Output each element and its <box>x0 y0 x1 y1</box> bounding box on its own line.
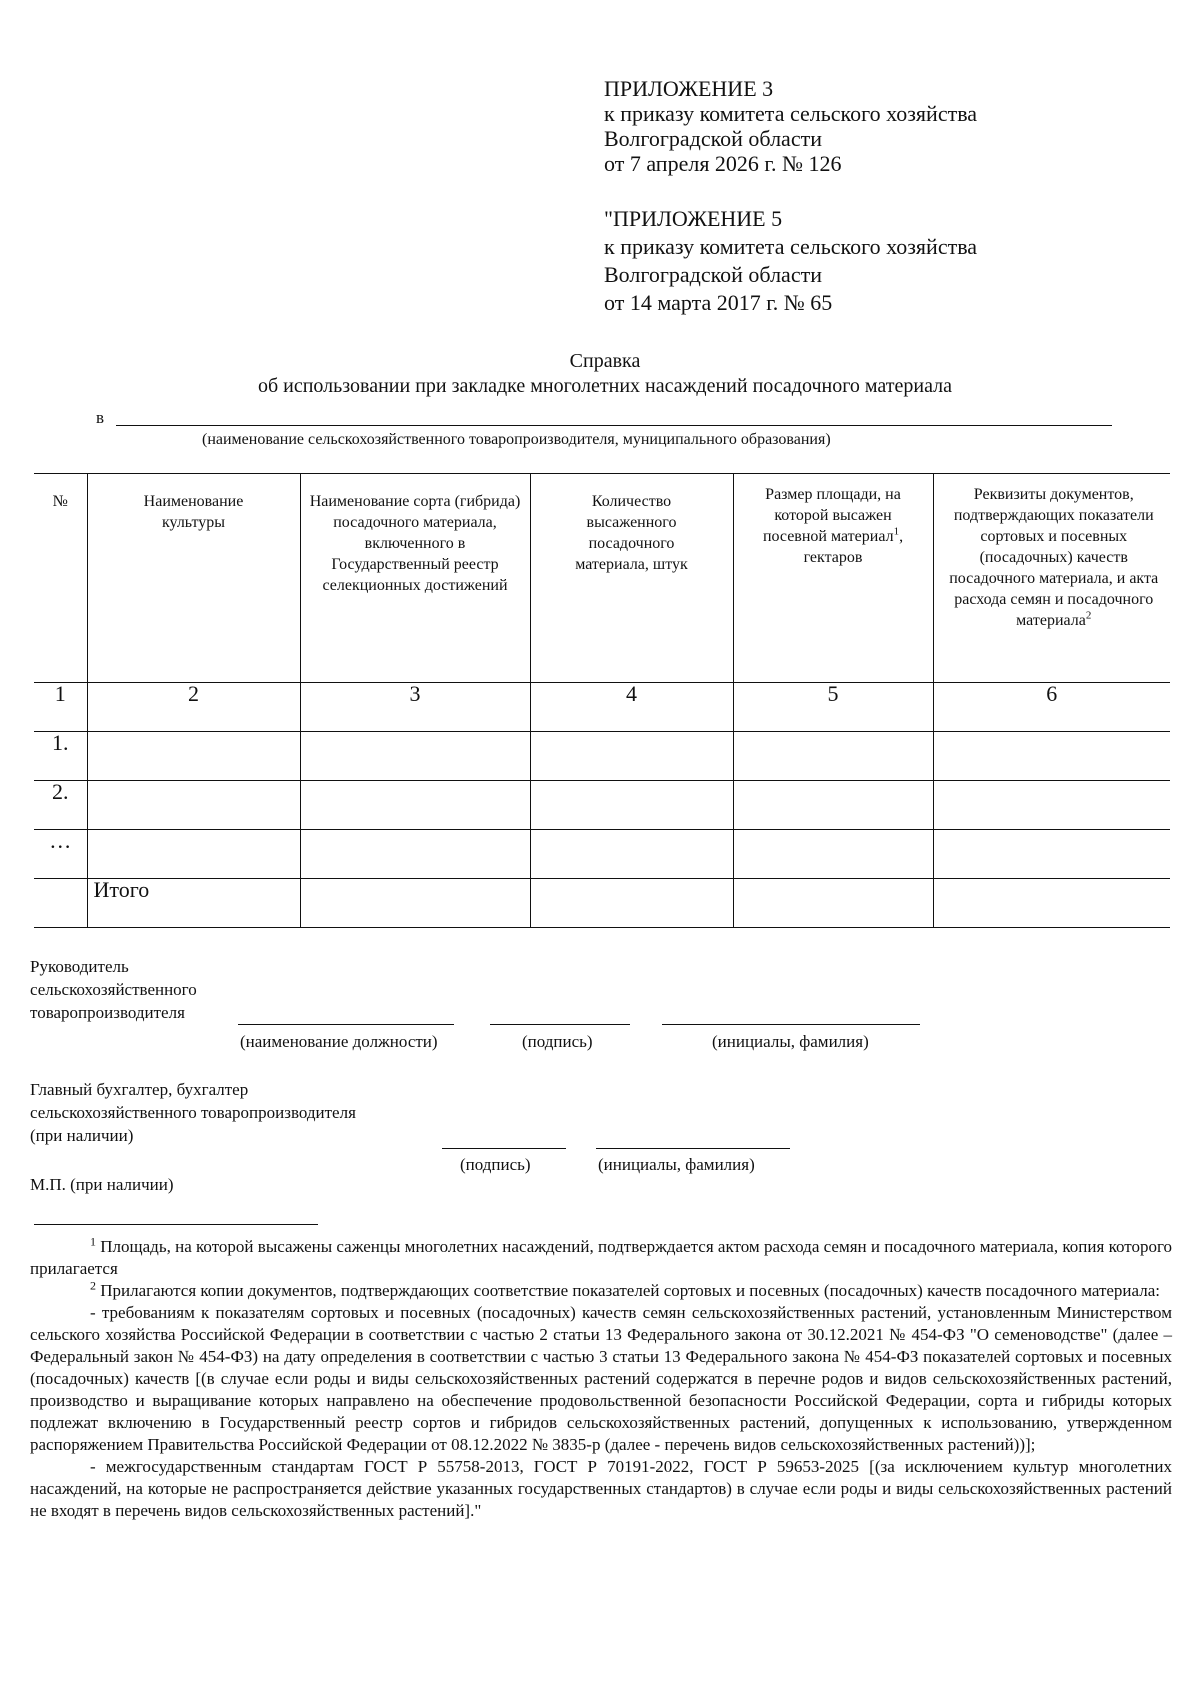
head-title-line1: Руководитель <box>30 957 129 976</box>
table-cell <box>300 732 530 781</box>
head-title-line2: сельскохозяйственного <box>30 980 197 999</box>
footnote-2-item-2: - межгосударственным стандартам ГОСТ Р 55758-2013, ГОСТ Р 70191-2022, ГОСТ Р 59653-2025 [(за исключением культур многолетних насаждений, на которые не распространяется действие указанных государственных стандартов) в случае если роды и виды сельскохозяйственных растений не входят в перечень видов сельскохозяйственных растений]." <box>30 1457 1172 1520</box>
table-cell <box>933 781 1170 830</box>
recipient-prefix: в <box>96 408 105 427</box>
column-number: 6 <box>933 683 1170 732</box>
table-cell <box>530 830 733 879</box>
footnote-1 <box>30 1236 1172 1280</box>
table-header-row <box>34 474 1170 683</box>
footnote-1-text: Площадь, на которой высажены саженцы многолетних насаждений, подтверждается актом расхода семян и посадочного материала, копия которого прилагается <box>30 1237 1172 1278</box>
header-number: № <box>34 474 87 683</box>
footnote-separator <box>34 1224 318 1225</box>
row-number: 2. <box>34 781 87 830</box>
appendix5-date: от 14 марта 2017 г. № 65 <box>604 290 833 315</box>
position-underline <box>238 1024 454 1025</box>
table-cell <box>34 879 87 928</box>
table-cell <box>530 879 733 928</box>
footnote-ref-2: 2 <box>1085 609 1092 622</box>
table-cell <box>300 879 530 928</box>
name-underline <box>662 1024 920 1025</box>
appendix-region: Волгоградской области <box>604 126 822 151</box>
document-title: Справка <box>569 350 641 372</box>
header-variety-name: Наименование сорта (гибрида) посадочного материала, включенного в Государственный реестр селекционных достижений <box>300 474 530 683</box>
appendix5-order-ref: к приказу комитета сельского хозяйства <box>604 234 978 259</box>
footnote-ref-1: 1 <box>893 525 900 538</box>
stamp-place: М.П. (при наличии) <box>30 1175 174 1194</box>
total-row <box>34 879 1170 928</box>
column-number: 5 <box>733 683 933 732</box>
header-crop-name: Наименование культуры <box>87 474 300 683</box>
column-numbers-row <box>34 683 1170 732</box>
table-cell <box>87 732 300 781</box>
accountant-title-line1: Главный бухгалтер, бухгалтер <box>30 1080 249 1099</box>
head-title-line3: товаропроизводителя <box>30 1003 185 1022</box>
table-cell <box>530 732 733 781</box>
name-caption: (инициалы, фамилия) <box>712 1032 869 1051</box>
header-area-text: Размер площади, на которой высажен посевной материал <box>762 486 901 545</box>
footnotes <box>30 1236 1172 1522</box>
column-number: 3 <box>300 683 530 732</box>
accountant-signature-caption: (подпись) <box>460 1155 531 1174</box>
table-cell <box>300 830 530 879</box>
material-usage-table <box>34 473 1170 928</box>
table-row <box>34 830 1170 879</box>
table-cell <box>87 830 300 879</box>
accountant-title-line2: сельскохозяйственного товаропроизводителя <box>30 1103 356 1122</box>
recipient-caption: (наименование сельскохозяйственного товаропроизводителя, муниципального образования) <box>202 431 831 448</box>
table-cell <box>530 781 733 830</box>
table-cell <box>933 879 1170 928</box>
appendix5-region: Волгоградской области <box>604 262 822 287</box>
header-quantity: Количество высаженного посадочного материала, штук <box>530 474 733 683</box>
document-subtitle: об использовании при закладке многолетних насаждений посадочного материала <box>257 375 953 397</box>
table-cell <box>733 732 933 781</box>
footnote-2-item-1: - требованиям к показателям сортовых и посевных (посадочных) качеств семян сельскохозяйственных растений, установленным Министерством сельского хозяйства Российской Федерации в соответствии с частью 2 статьи 13 Федерального закона от 30.12.2021 № 454-ФЗ "О семеноводстве" (далее – Федеральный закон № 454-ФЗ) на дату определения в соответствии с частью 3 статьи 13 Федерального закона № 454-ФЗ показателей сортовых и посевных (посадочных) качеств [(в случае если роды и виды сельскохозяйственных растений содержатся в перечне родов и видов сельскохозяйственных растений, производство и выращивание которых направлено на обеспечение продовольственной безопасности Российской Федерации, сорта и гибриды которых подлежат включению в Государственный реестр сортов и гибридов сельскохозяйственных растений, допущенных к использованию, утвержденном распоряжением Правительства Российской Федерации от 08.12.2022 № 3835-р (далее - перечень видов сельскохозяйственных растений))]; <box>30 1303 1172 1454</box>
header-documents <box>933 474 1170 683</box>
appendix-title: ПРИЛОЖЕНИЕ 3 <box>604 76 774 101</box>
table-row <box>34 732 1170 781</box>
table-cell <box>733 879 933 928</box>
row-number: 1. <box>34 732 87 781</box>
accountant-title-line3: (при наличии) <box>30 1126 134 1145</box>
table-cell <box>933 732 1170 781</box>
appendix-order-ref: к приказу комитета сельского хозяйства <box>604 101 978 126</box>
signature-underline <box>490 1024 630 1025</box>
position-caption: (наименование должности) <box>240 1032 438 1051</box>
column-number: 4 <box>530 683 733 732</box>
recipient-underline <box>116 425 1112 426</box>
header-documents-text: Реквизиты документов, подтверждающих показатели сортовых и посевных (посадочных) качеств посадочного материала, и акта расхода семян и посадочного материала <box>949 486 1159 629</box>
footnote-2 <box>30 1280 1172 1302</box>
column-number: 1 <box>34 683 87 732</box>
accountant-name-underline <box>596 1148 790 1149</box>
total-label: Итого <box>87 879 300 928</box>
table-cell <box>733 781 933 830</box>
table-cell <box>933 830 1170 879</box>
appendix5-title: "ПРИЛОЖЕНИЕ 5 <box>604 206 783 231</box>
accountant-signature-underline <box>442 1148 566 1149</box>
appendix-date: от 7 апреля 2026 г. № 126 <box>604 151 842 176</box>
table-cell <box>87 781 300 830</box>
table-cell <box>300 781 530 830</box>
table-row <box>34 781 1170 830</box>
footnote-1-mark: 1 <box>90 1234 96 1249</box>
footnote-2-mark: 2 <box>90 1278 96 1293</box>
header-area-unit: , гектаров <box>803 528 904 566</box>
accountant-name-caption: (инициалы, фамилия) <box>598 1155 755 1174</box>
header-area <box>733 474 933 683</box>
footnote-2-text: Прилагаются копии документов, подтверждающих соответствие показателей сортовых и посевных (посадочных) качеств посадочного материала: <box>96 1281 1160 1300</box>
row-number: … <box>34 830 87 879</box>
column-number: 2 <box>87 683 300 732</box>
table-cell <box>733 830 933 879</box>
signature-caption: (подпись) <box>522 1032 593 1051</box>
